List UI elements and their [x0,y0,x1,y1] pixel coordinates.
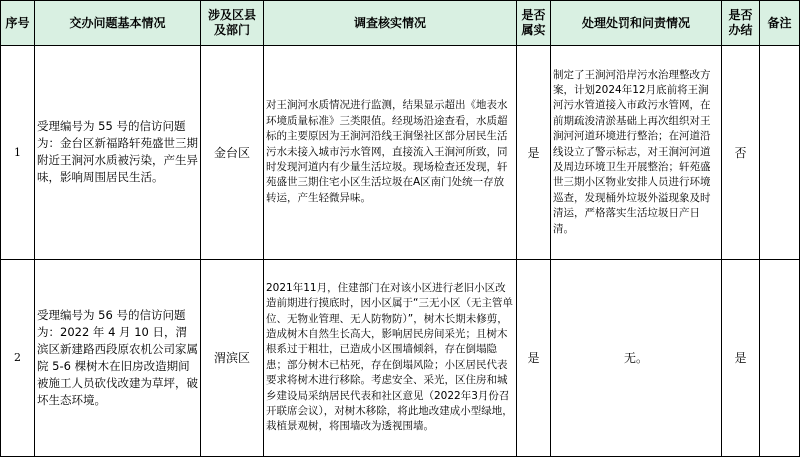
header-handling: 处理处罚和问责情况 [551,1,722,46]
cell-handling: 无。 [551,259,722,456]
cell-handling: 制定了王涧河沿岸污水治理整改方案，计划2024年12月底前将王涧河污水管道接入市政污水管网，在前期疏浚清淤基础上再次组织对王涧河河道环境进行整治；在河道沿线设立了警示标志，对王涧河河道及周边环境卫生开展整治；轩苑盛世三期小区物业安排人员进行环境巡查，发现桶外垃圾外溢现象及时清运，严格落实生活垃圾日产日清。 [551,46,722,260]
table-row [1,259,800,456]
header-row [1,1,800,46]
cell-investigation: 对王涧河水质情况进行监测，结果显示超出《地表水环境质量标准》三类限值。经现场沿途查看，水质超标的主要原因为王涧河沿线王涧堡社区部分居民生活污水未接入城市污水管网，直接流入王涧河所致，同时发现河道内有少量生活垃圾。现场检查还发现，轩苑盛世三期住宅小区生活垃圾在A区南门处统一存放转运，产生轻微异味。 [264,46,517,260]
cell-seq: 2 [1,259,35,456]
cell-remark [760,259,800,456]
cell-is-true: 是 [517,46,551,260]
cell-is-closed: 是 [722,259,760,456]
cell-district: 金台区 [201,46,264,260]
header-seq: 序号 [1,1,35,46]
cell-district: 渭滨区 [201,259,264,456]
header-district: 涉及区县及部门 [201,1,264,46]
header-is-closed: 是否办结 [722,1,760,46]
cell-basic: 受理编号为 56 号的信访问题为：2022 年 4 月 10 日，渭滨区新建路西段原农机公司家属院 5-6 棵树木在旧房改造期间被施工人员砍伐改建为草坪，破坏生态环境。 [35,259,201,456]
header-basic: 交办问题基本情况 [35,1,201,46]
cell-is-true: 是 [517,259,551,456]
cell-remark [760,46,800,260]
header-is-true: 是否属实 [517,1,551,46]
cell-is-closed: 否 [722,46,760,260]
cell-basic: 受理编号为 55 号的信访问题为：金台区新福路轩苑盛世三期附近王涧河水质被污染，产生异味，影响周围居民生活。 [35,46,201,260]
table-row [1,46,800,260]
cell-investigation: 2021年11月，住建部门在对该小区进行老旧小区改造前期进行摸底时，因小区属于“三无小区（无主管单位、无物业管理、无人防物防）”，树木长期未修剪，造成树木自然生长高大，影响居民房间采光；且树木根系过于粗壮，已造成小区围墙倾斜，存在倒塌隐患；部分树木已枯死，存在倒塌风险；小区居民代表要求将树木进行移除。考虑安全、采光，区住房和城乡建设局采纳居民代表和社区意见（2022年3月份召开联席会议），对树木移除，将此地改建成小型绿地，栽植景观树，将围墙改为透视围墙。 [264,259,517,456]
cell-seq: 1 [1,46,35,260]
header-investigation: 调查核实情况 [264,1,517,46]
header-remark: 备注 [760,1,800,46]
